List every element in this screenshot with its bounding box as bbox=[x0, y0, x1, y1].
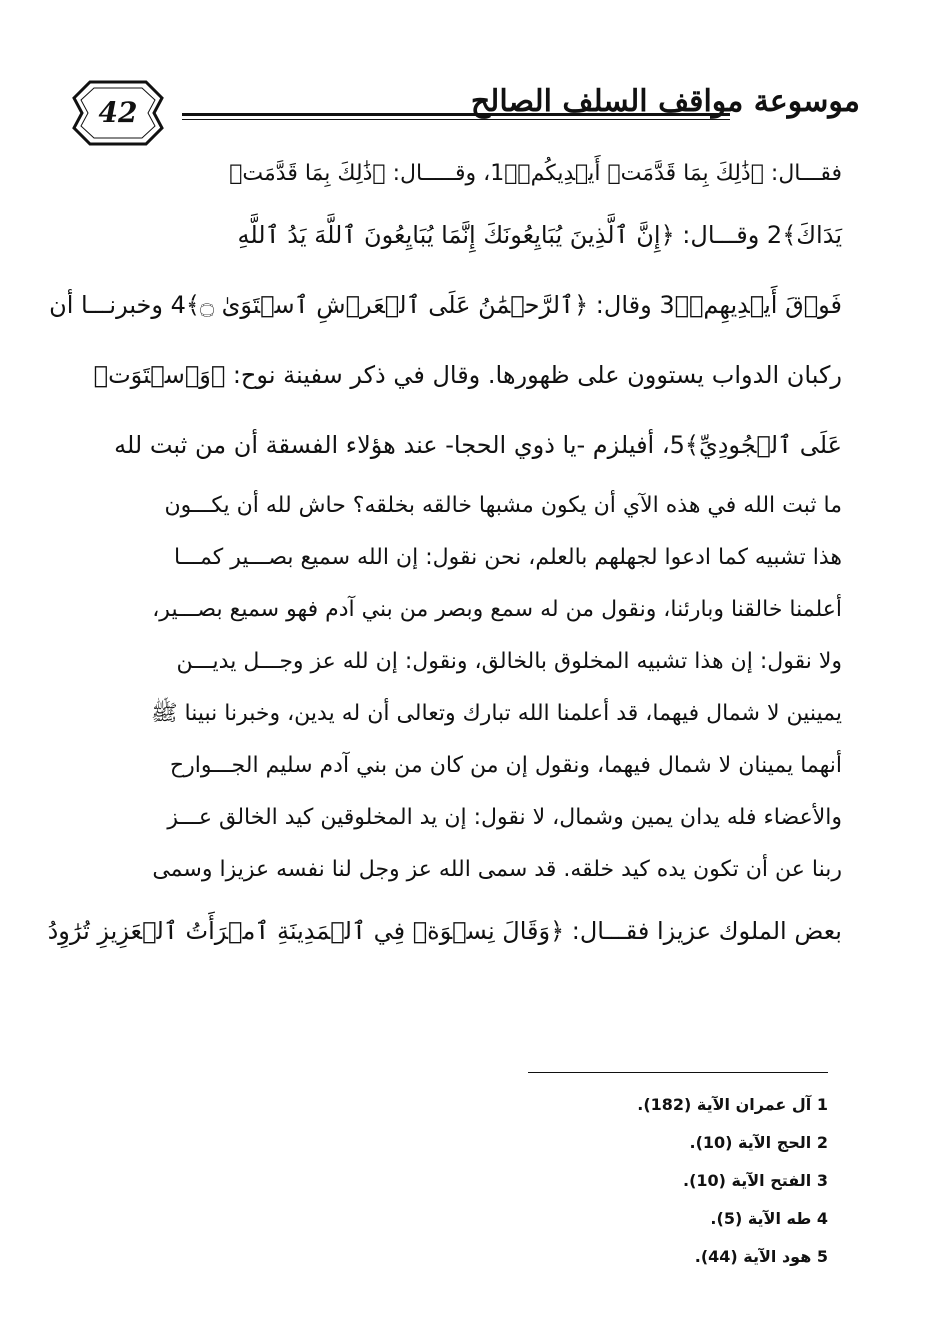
footnotes bbox=[428, 1090, 828, 1280]
text-line: ركبان الدواب يستوون على ظهورها. وقال في ذكر سفينة نوح: ﴿وَٱسۡتَوَتۡ bbox=[93, 361, 842, 389]
text-line: أعلمنا خالقنا وبارئنا، ونقول من له سمع وبصر من بني آدم فهو سميع بصـــير، bbox=[152, 597, 842, 622]
text-line: والأعضاء فله يدان يمين وشمال، لا نقول: إن يد المخلوقين كيد الخالق عـــز bbox=[167, 805, 842, 830]
text-line: عَلَى ٱلۡجُودِيِّ﴾5، أفيلزم -يا ذوي الحجا- عند هؤلاء الفسقة أن من ثبت لله bbox=[114, 431, 842, 459]
text-line: هذا تشبيه كما ادعوا لجهلهم بالعلم، نحن نقول: إن الله سميع بصـــير كمـــا bbox=[174, 545, 842, 570]
text-line: يَدَاكَ﴾2 وقـــال: ﴿إِنَّ ٱلَّذِينَ يُبَايِعُونَكَ إِنَّمَا يُبَايِعُونَ ٱللَّهَ يَدُ ٱللَّهِ bbox=[237, 221, 842, 249]
footnote-item: 3 الفتح الآية (10). bbox=[683, 1171, 828, 1190]
text-line: فَوۡقَ أَيۡدِيهِمۡ﴾3 وقال: ﴿ٱلرَّحۡمَٰنُ عَلَى ٱلۡعَرۡشِ ٱسۡتَوَىٰ ۝﴾4 وخبرنـــا أن bbox=[49, 291, 842, 319]
text-line: ولا نقول: إن هذا تشبيه المخلوق بالخالق، ونقول: إن لله عز وجـــل يديـــن bbox=[176, 649, 842, 674]
text-line: أنهما يمينان لا شمال فيهما، ونقول إن من كان من بني آدم سليم الجـــوارح bbox=[169, 753, 842, 778]
page-number-badge bbox=[70, 78, 166, 148]
text-line: يمينين لا شمال فيهما، قد أعلمنا الله تبارك وتعالى أن له يدين، وخبرنا نبينا ﷺ bbox=[150, 701, 842, 726]
header-rule-thin bbox=[182, 119, 730, 120]
book-title: موسوعة مواقف السلف الصالح bbox=[470, 84, 860, 119]
footnote-item: 2 الحج الآية (10). bbox=[689, 1133, 828, 1152]
page-number: 42 bbox=[98, 96, 138, 129]
page-header bbox=[60, 78, 860, 148]
header-rule bbox=[182, 113, 730, 116]
text-line: بعض الملوك عزيزا فقـــال: ﴿وَقَالَ نِسۡوَةٞ فِي ٱلۡمَدِينَةِ ٱمۡرَأَتُ ٱلۡعَزِيزِ تُرَٰوِدُ bbox=[47, 917, 842, 945]
footnote-item: 4 طه الآية (5). bbox=[710, 1209, 828, 1228]
text-line: ما ثبت الله في هذه الآي أن يكون مشبها خالقه بخلقه؟ حاش لله أن يكـــون bbox=[164, 493, 842, 518]
text-line: ربنا عن أن تكون يده كيد خلقه. قد سمى الله عز وجل لنا نفسه عزيزا وسمى bbox=[152, 857, 842, 882]
footnote-separator bbox=[528, 1072, 828, 1073]
text-line: فقـــال: ﴿ذَٰلِكَ بِمَا قَدَّمَتۡ أَيۡدِيكُمۡ﴾1، وقـــــال: ﴿ذَٰلِكَ بِمَا قَدَّمَتۡ bbox=[229, 161, 842, 186]
footnote-item: 5 هود الآية (44). bbox=[694, 1247, 828, 1266]
main-text bbox=[47, 148, 842, 966]
footnote-item: 1 آل عمران الآية (182). bbox=[637, 1095, 828, 1114]
